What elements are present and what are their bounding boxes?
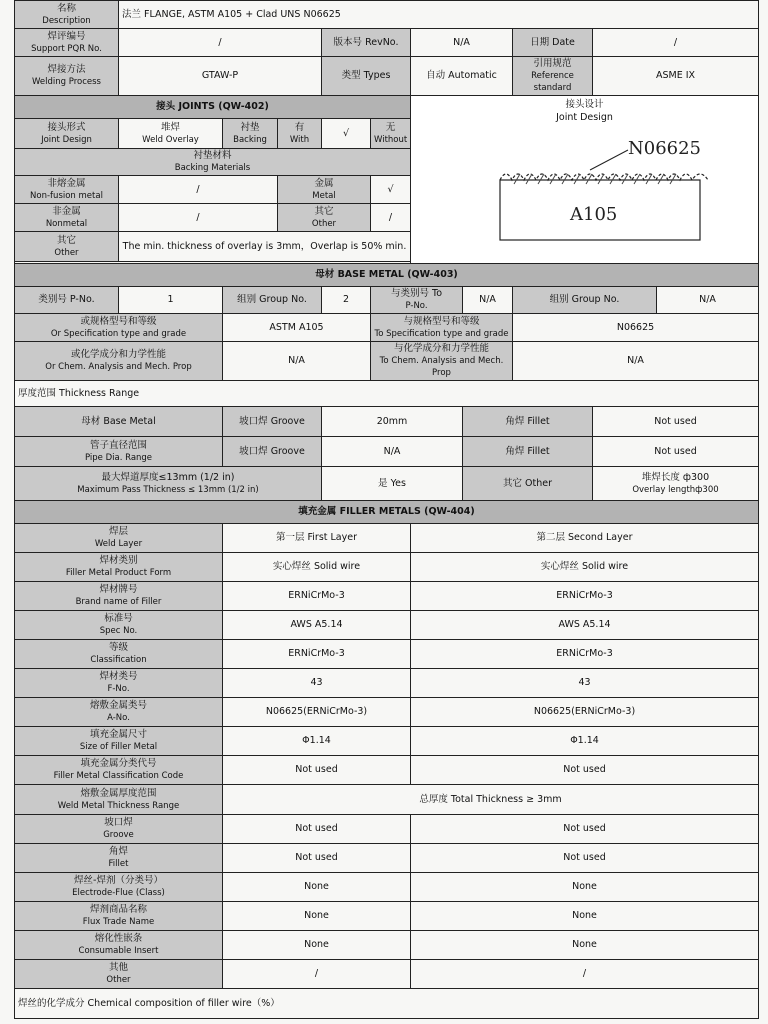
first-layer-value: / xyxy=(223,960,411,989)
filler-row xyxy=(15,902,759,931)
first-layer-value: Not used xyxy=(223,815,411,844)
filler-row-label: 其他 Other xyxy=(15,960,223,989)
filler-row xyxy=(15,844,759,873)
chem-value: N/A xyxy=(223,342,371,381)
pqr-value: / xyxy=(119,29,322,57)
second-layer-value: None xyxy=(411,902,759,931)
second-layer-value: Φ1.14 xyxy=(411,727,759,756)
filler-thickness-value: 总厚度 Total Thickness ≥ 3mm xyxy=(223,785,759,815)
backing-with-label: 有 With xyxy=(278,119,322,149)
base-metal-section-row xyxy=(15,264,759,287)
filler-row xyxy=(15,931,759,960)
filler-row-label: 等级 Classification xyxy=(15,640,223,669)
filler-row-label: 填充金属分类代号 Filler Metal Classification Code xyxy=(15,756,223,785)
joints-section-row xyxy=(15,96,759,119)
filler-row xyxy=(15,669,759,698)
second-layer-value: / xyxy=(411,960,759,989)
types-label: 类型 Types xyxy=(322,57,411,96)
to-pno-value: N/A xyxy=(463,287,513,314)
joint-design-drawing xyxy=(460,124,710,252)
pno-row xyxy=(15,287,759,314)
spec-value: ASTM A105 xyxy=(223,314,371,342)
filler-row-label: 标准号 Spec No. xyxy=(15,611,223,640)
first-layer-value: 实心焊丝 Solid wire xyxy=(223,553,411,582)
base-fillet-value: Not used xyxy=(593,407,759,437)
base-thickness-row xyxy=(15,407,759,437)
chemical-row xyxy=(15,989,759,1019)
reference-value: ASME IX xyxy=(593,57,759,96)
filler-section-row xyxy=(15,501,759,524)
joint-design-title: 接头设计 Joint Design xyxy=(556,99,613,123)
non-fusion-value: / xyxy=(119,176,278,204)
first-layer-value: None xyxy=(223,931,411,960)
pipe-label: 管子直径范围 Pipe Dia. Range xyxy=(15,437,223,467)
filler-row-label: 坡口焊 Groove xyxy=(15,815,223,844)
filler-row xyxy=(15,582,759,611)
base-other-value: 堆焊长度 ф300 Overlay lengthф300 xyxy=(593,467,759,501)
filler-row xyxy=(15,727,759,756)
filler-row-label: 熔敷金属类号 A-No. xyxy=(15,698,223,727)
filler-row xyxy=(15,698,759,727)
filler-row xyxy=(15,960,759,989)
max-pass-label: 最大焊道厚度≤13mm (1/2 in) Maximum Pass Thickness ≤ 13mm (1/2 in) xyxy=(15,467,322,501)
types-value: 自动 Automatic xyxy=(411,57,513,96)
to-pno-label: 与类别号 To P-No. xyxy=(371,287,463,314)
filler-thickness-label: 熔敷金属厚度范围 Weld Metal Thickness Range xyxy=(15,785,223,815)
to-group-label: 组别 Group No. xyxy=(513,287,657,314)
pno-value: 1 xyxy=(119,287,223,314)
second-layer-value: None xyxy=(411,873,759,902)
first-layer-value: N06625(ERNiCrMo-3) xyxy=(223,698,411,727)
first-layer-value: AWS A5.14 xyxy=(223,611,411,640)
filler-row xyxy=(15,524,759,553)
first-layer-value: Not used xyxy=(223,756,411,785)
max-pass-row xyxy=(15,467,759,501)
filler-row-label: 焊材牌号 Brand name of Filler xyxy=(15,582,223,611)
second-layer-value: 43 xyxy=(411,669,759,698)
filler-row-label: 角焊 Fillet xyxy=(15,844,223,873)
pqr-row xyxy=(15,29,759,57)
filler-rows-group-2 xyxy=(15,815,759,989)
first-layer-value: None xyxy=(223,902,411,931)
backing-label: 衬垫 Backing xyxy=(223,119,278,149)
first-layer-value: None xyxy=(223,873,411,902)
overlay-leader-line xyxy=(590,150,628,170)
filler-section-title: 填充金属 FILLER METALS (QW-404) xyxy=(15,501,759,524)
filler-row xyxy=(15,756,759,785)
first-layer-value: ERNiCrMo-3 xyxy=(223,640,411,669)
base-metal-section-title: 母材 BASE METAL (QW-403) xyxy=(15,264,759,287)
first-layer-value: Not used xyxy=(223,844,411,873)
to-spec-label: 与规格型号和等级 To Specification type and grade xyxy=(371,314,513,342)
first-layer-value: 43 xyxy=(223,669,411,698)
joints-section-title: 接头 JOINTS (QW-402) xyxy=(15,96,411,119)
base-material-label: A105 xyxy=(569,204,617,225)
rev-value: N/A xyxy=(411,29,513,57)
other-note-value: The min. thickness of overlay is 3mm，Overlap is 50% min. xyxy=(119,232,411,262)
first-layer-value: Φ1.14 xyxy=(223,727,411,756)
filler-row-label: 填充金属尺寸 Size of Filler Metal xyxy=(15,727,223,756)
filler-row xyxy=(15,873,759,902)
filler-row-label: 焊材类号 F-No. xyxy=(15,669,223,698)
pno-label: 类别号 P-No. xyxy=(15,287,119,314)
wps-form-table xyxy=(14,0,759,1019)
base-label: 母材 Base Metal xyxy=(15,407,223,437)
second-layer-value: 实心焊丝 Solid wire xyxy=(411,553,759,582)
other-value: / xyxy=(371,204,411,232)
second-layer-value: 第二层 Second Layer xyxy=(411,524,759,553)
metal-label: 金属 Metal xyxy=(278,176,371,204)
pipe-fillet-value: Not used xyxy=(593,437,759,467)
nonmetal-label: 非金属 Nonmetal xyxy=(15,204,119,232)
first-layer-value: ERNiCrMo-3 xyxy=(223,582,411,611)
rev-label: 版本号 RevNo. xyxy=(322,29,411,57)
to-chem-label: 与化学成分和力学性能 To Chem. Analysis and Mech. Prop xyxy=(371,342,513,381)
first-layer-value: 第一层 First Layer xyxy=(223,524,411,553)
nonmetal-value: / xyxy=(119,204,278,232)
filler-row xyxy=(15,815,759,844)
backing-without-label: 无 Without xyxy=(371,119,411,149)
to-chem-value: N/A xyxy=(513,342,759,381)
other-note-label: 其它 Other xyxy=(15,232,119,262)
thickness-range-label: 厚度范围 Thickness Range xyxy=(15,381,759,407)
process-label: 焊接方法 Welding Process xyxy=(15,57,119,96)
process-value: GTAW-P xyxy=(119,57,322,96)
second-layer-value: Not used xyxy=(411,844,759,873)
base-fillet-label: 角焊 Fillet xyxy=(463,407,593,437)
reference-label: 引用规范 Reference standard xyxy=(513,57,593,96)
metal-value: √ xyxy=(371,176,411,204)
description-row xyxy=(15,1,759,29)
chem-label: 或化学成分和力学性能 Or Chem. Analysis and Mech. Prop xyxy=(15,342,223,381)
filler-row-label: 焊丝-焊剂（分类号） Electrode-Flue (Class) xyxy=(15,873,223,902)
filler-rows-group-1 xyxy=(15,524,759,785)
group-label: 组别 Group No. xyxy=(223,287,322,314)
joint-design-label: 接头形式 Joint Design xyxy=(15,119,119,149)
base-groove-label: 坡口焊 Groove xyxy=(223,407,322,437)
pipe-groove-label: 坡口焊 Groove xyxy=(223,437,322,467)
filler-row-label: 熔化性嵌条 Consumable Insert xyxy=(15,931,223,960)
filler-thickness-row xyxy=(15,785,759,815)
filler-row xyxy=(15,553,759,582)
joint-design-cell xyxy=(411,96,759,264)
chemical-label: 焊丝的化学成分 Chemical composition of filler wire（%） xyxy=(15,989,759,1019)
non-fusion-label: 非熔金属 Non-fusion metal xyxy=(15,176,119,204)
second-layer-value: Not used xyxy=(411,815,759,844)
second-layer-value: N06625(ERNiCrMo-3) xyxy=(411,698,759,727)
spec-label: 或规格型号和等级 Or Specification type and grade xyxy=(15,314,223,342)
filler-row-label: 焊层 Weld Layer xyxy=(15,524,223,553)
to-group-value: N/A xyxy=(657,287,759,314)
filler-row-label: 焊材类别 Filler Metal Product Form xyxy=(15,553,223,582)
pipe-groove-value: N/A xyxy=(322,437,463,467)
wps-form-page xyxy=(4,0,764,1024)
backing-with-check: √ xyxy=(322,119,371,149)
second-layer-value: AWS A5.14 xyxy=(411,611,759,640)
other-label: 其它 Other xyxy=(278,204,371,232)
second-layer-value: Not used xyxy=(411,756,759,785)
filler-row xyxy=(15,640,759,669)
description-label: 名称 Description xyxy=(15,1,119,29)
joint-design-value: 堆焊 Weld Overlay xyxy=(119,119,223,149)
spec-row xyxy=(15,314,759,342)
filler-row xyxy=(15,611,759,640)
chem-row xyxy=(15,342,759,381)
thickness-range-row xyxy=(15,381,759,407)
second-layer-value: None xyxy=(411,931,759,960)
process-row xyxy=(15,57,759,96)
to-spec-value: N06625 xyxy=(513,314,759,342)
second-layer-value: ERNiCrMo-3 xyxy=(411,640,759,669)
second-layer-value: ERNiCrMo-3 xyxy=(411,582,759,611)
date-label: 日期 Date xyxy=(513,29,593,57)
pipe-row xyxy=(15,437,759,467)
group-value: 2 xyxy=(322,287,371,314)
pqr-label: 焊评编号 Support PQR No. xyxy=(15,29,119,57)
description-value: 法兰 FLANGE, ASTM A105 + Clad UNS N06625 xyxy=(119,1,759,29)
pipe-fillet-label: 角焊 Fillet xyxy=(463,437,593,467)
overlay-material-label: N06625 xyxy=(627,138,701,159)
date-value: / xyxy=(593,29,759,57)
filler-row-label: 焊剂商品名称 Flux Trade Name xyxy=(15,902,223,931)
base-other-label: 其它 Other xyxy=(463,467,593,501)
max-pass-value: 是 Yes xyxy=(322,467,463,501)
backing-materials-label: 衬垫材料 Backing Materials xyxy=(15,149,411,176)
base-groove-value: 20mm xyxy=(322,407,463,437)
